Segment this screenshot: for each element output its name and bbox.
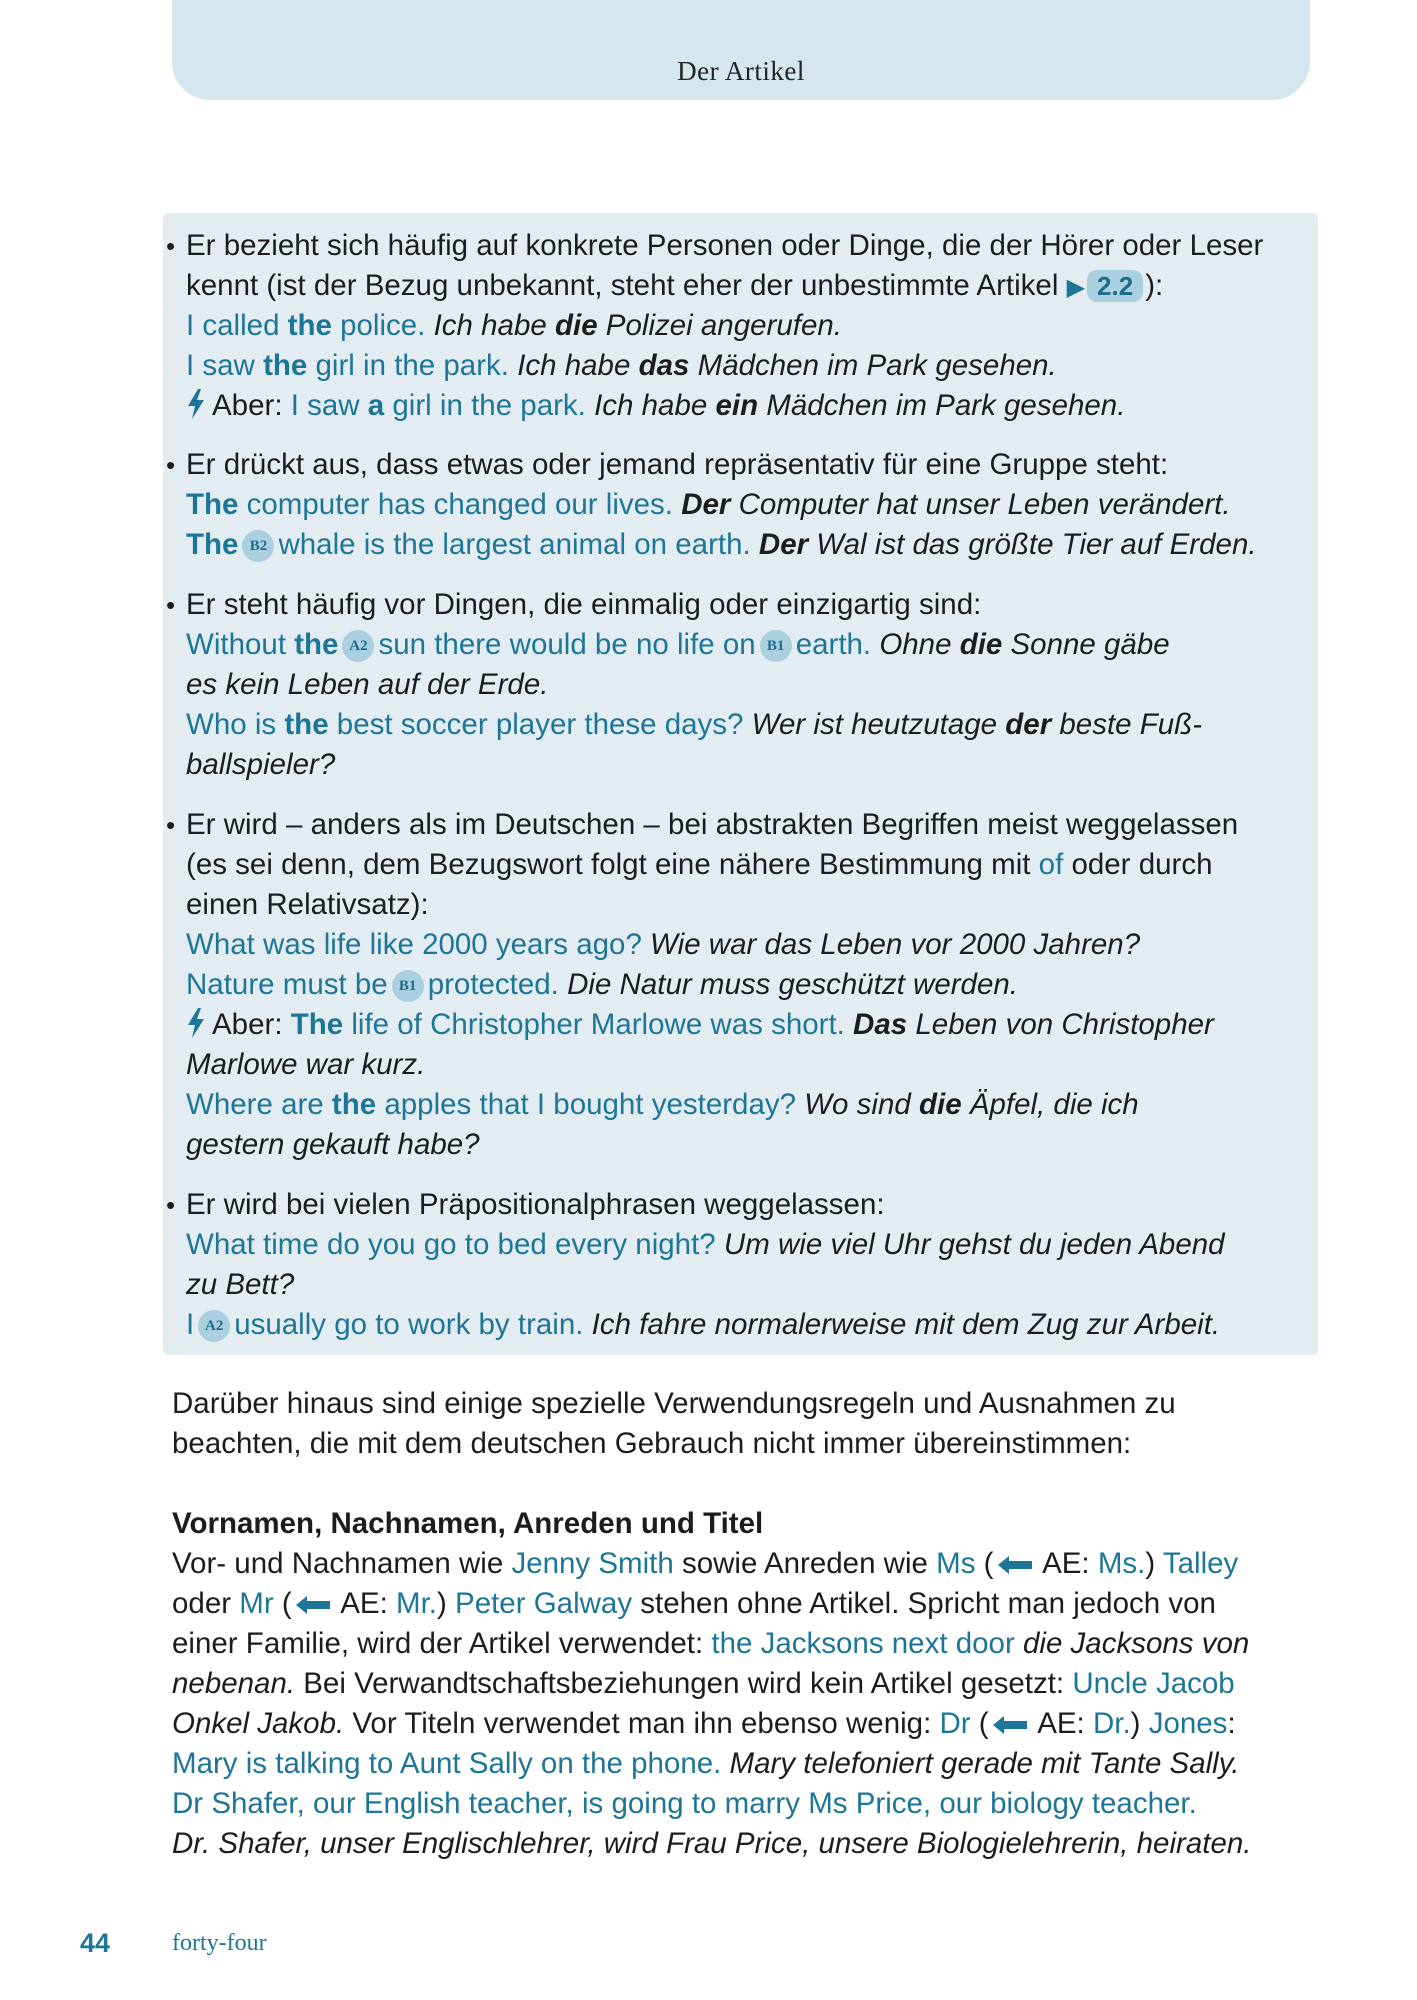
rules-box [163,213,1318,1355]
rule-item-1 [166,226,1264,426]
example-line: Marlowe war kurz. [186,1048,426,1081]
section-heading: Vornamen, Nachnamen, Anreden und Titel [172,1507,764,1540]
rule-text: Er wird – anders als im Deutschen – bei abstrakten Begriffen meist weggelassen [186,808,1239,841]
example-line: What time do you go to bed every night? Um wie viel Uhr gehst du jeden Abend [186,1228,1225,1261]
section-line: einer Familie, wird der Artikel verwendet: the Jacksons next door die Jacksons von [172,1627,1250,1660]
bullet: • [166,450,176,480]
example-line: gestern gekauft habe? [186,1128,480,1161]
level-badge: B1 [760,630,792,662]
reference-arrow-icon: ▶ [1066,274,1086,301]
rule-text: Er steht häufig vor Dingen, die einmalig oder einzigartig sind: [186,588,982,621]
bullet: • [166,590,176,620]
ae-arrow-icon [296,1586,330,1626]
example-line: es kein Leben auf der Erde. [186,668,549,701]
section-line: Dr Shafer, our English teacher, is going to marry Ms Price, our biology teacher. [172,1787,1197,1820]
example-line: What was life like 2000 years ago? Wie war das Leben vor 2000 Jahren? [186,928,1141,961]
rule-text: kennt (ist der Bezug unbekannt, steht eher der unbestimmte Artikel ▶ 2.2 ): [186,269,1164,302]
rule-text: Er bezieht sich häufig auf konkrete Personen oder Dinge, die der Hörer oder Leser [186,229,1264,262]
rule-text: einen Relativsatz): [186,888,429,921]
ae-arrow-icon [998,1546,1032,1586]
chapter-header [172,0,1310,100]
bullet: • [166,231,176,261]
bullet: • [166,810,176,840]
lightning-icon [186,1008,206,1049]
chapter-title: Der Artikel [677,56,805,86]
example-line: The computer has changed our lives. Der Computer hat unser Leben verändert. [186,488,1231,521]
example-line: Where are the apples that I bought yesterday? Wo sind die Äpfel, die ich [186,1088,1139,1121]
section-line: Dr. Shafer, unser Englischlehrer, wird Frau Price, unsere Biologielehrerin, heiraten. [172,1827,1252,1860]
example-line: Aber: The life of Christopher Marlowe was short. Das Leben von Christopher [186,1005,1238,1045]
example-line: Nature must be B1 protected. Die Natur muss geschützt werden. [186,968,1018,1001]
level-badge: A2 [342,630,374,662]
level-badge: B1 [392,970,424,1002]
lightning-icon [186,389,206,430]
ae-arrow-icon [993,1706,1027,1746]
rule-item-4 [166,805,1239,1165]
level-badge: A2 [198,1310,230,1342]
intro-line: Darüber hinaus sind einige spezielle Verwendungsregeln und Ausnahmen zu [172,1387,1176,1420]
section-reference-link[interactable]: 2.2 [1087,270,1143,302]
example-line: I saw the girl in the park. Ich habe das Mädchen im Park gesehen. [186,349,1057,382]
rule-item-5 [166,1185,1225,1345]
level-badge: B2 [242,530,274,562]
example-line: I A2 usually go to work by train. Ich fahre normalerweise mit dem Zug zur Arbeit. [186,1308,1221,1341]
rule-text: Er wird bei vielen Präpositionalphrasen weggelassen: [186,1188,885,1221]
example-line: The B2 whale is the largest animal on earth. Der Wal ist das größte Tier auf Erden. [186,528,1257,561]
example-line: Without the A2 sun there would be no life on B1 earth. Ohne die Sonne gäbe [186,628,1170,661]
section-line: oder Mr ( AE: Mr.) Peter Galway stehen ohne Artikel. Spricht man jedoch von [172,1584,1251,1624]
section-line: Onkel Jakob. Vor Titeln verwendet man ihn ebenso wenig: Dr ( AE: Dr.) Jones: [172,1704,1251,1744]
rule-item-2 [166,445,1257,565]
rule-item-3 [166,585,1203,785]
bullet: • [166,1190,176,1220]
example-line: ballspieler? [186,748,336,781]
section-line: nebenan. Bei Verwandtschaftsbeziehungen wird kein Artikel gesetzt: Uncle Jacob [172,1667,1235,1700]
intro-paragraph [172,1384,1176,1464]
page-number-word: forty-four [172,1930,267,1956]
example-line: Who is the best soccer player these days? Wer ist heutzutage der beste Fuß- [186,708,1203,741]
rule-text: Er drückt aus, dass etwas oder jemand repräsentativ für eine Gruppe steht: [186,448,1169,481]
section-line: Mary is talking to Aunt Sally on the phone. Mary telefoniert gerade mit Tante Sally. [172,1747,1240,1780]
section-line: Vor- und Nachnamen wie Jenny Smith sowie Anreden wie Ms ( AE: Ms.) Talley [172,1544,1251,1584]
page-number: 44 [80,1928,111,1958]
example-line: Aber: I saw a girl in the park. Ich habe ein Mädchen im Park gesehen. [186,386,1263,426]
names-section [172,1504,1251,1864]
example-line: I called the police. Ich habe die Polizei angerufen. [186,309,842,342]
rule-text: (es sei denn, dem Bezugswort folgt eine nähere Bestimmung mit of oder durch [186,848,1213,881]
example-line: zu Bett? [186,1268,295,1301]
intro-line: beachten, die mit dem deutschen Gebrauch nicht immer übereinstimmen: [172,1427,1132,1460]
